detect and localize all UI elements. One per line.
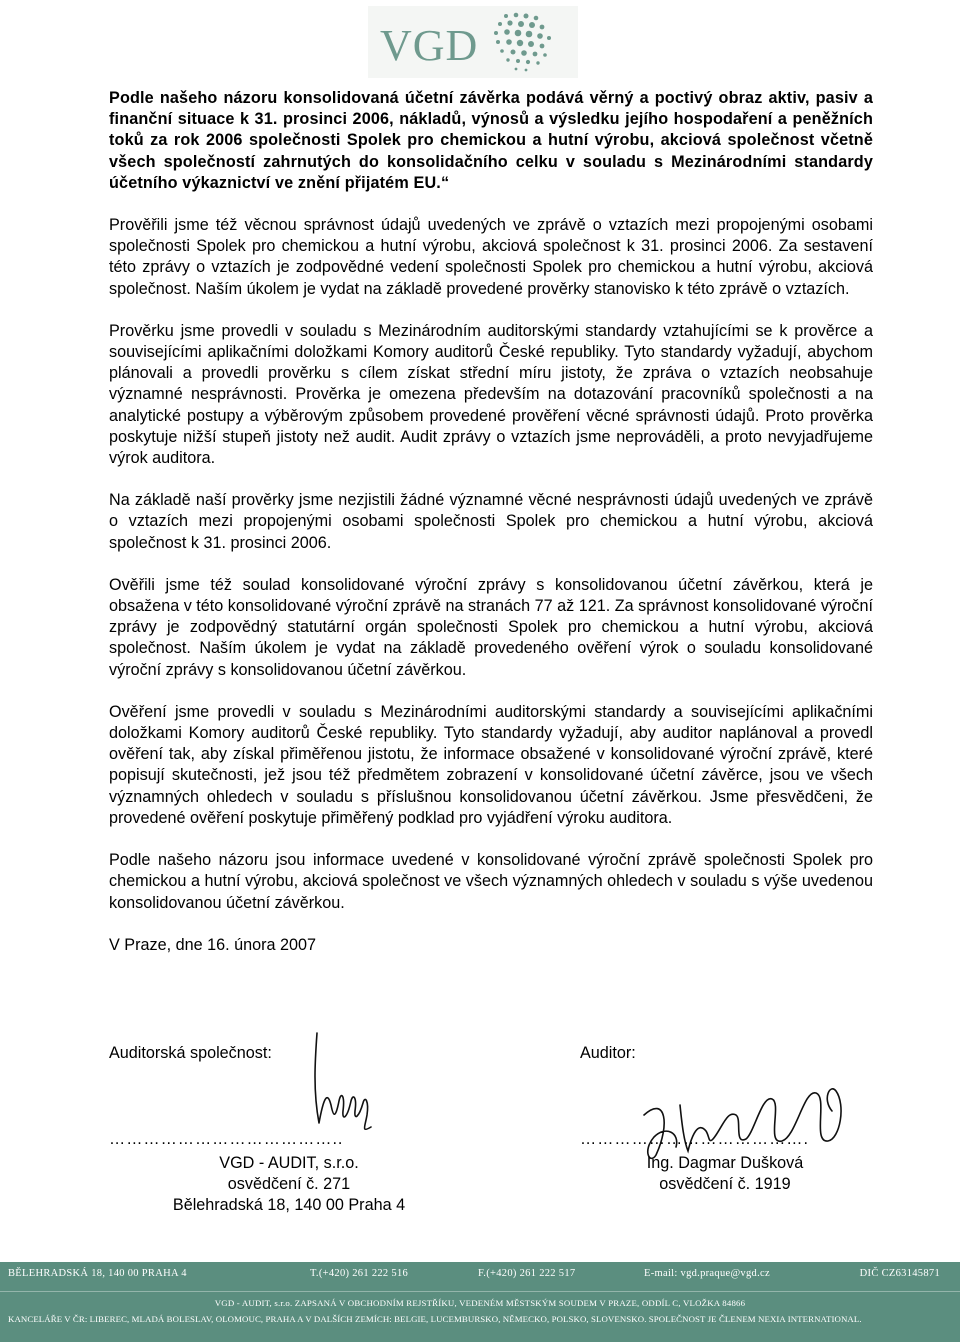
company-name: VGD - AUDIT, s.r.o. bbox=[219, 1154, 359, 1172]
footer-separator bbox=[0, 1291, 960, 1292]
logo-dots-icon bbox=[476, 10, 572, 74]
paragraph-verification-standards: Ověření jsme provedli v souladu s Mezinárodními auditorskými standardy a souvisejícími aplikačními doložkami Komory auditorů České republiky. Tyto standardy vyžadují, aby auditor naplánoval a provedl ověření tak, aby získal přiměřenou jistotu, že informace obsažené v konsolidované výroční zprávě, které popisují skutečnosti, jež jsou též předmětem zobrazení v konsolidované účetní závěrce, jsou ve všech významných ohledech v souladu s příslušnou konsolidovanou účetní závěrkou. Jsme přesvědčeni, že provedené ověření poskytuje přiměřený podklad pro vyjádření výroku auditora. bbox=[109, 702, 873, 827]
footer-address: BĚLEHRADSKÁ 18, 140 00 PRAHA 4 bbox=[8, 1268, 187, 1279]
footer-contact-row bbox=[8, 1268, 940, 1286]
footer-fax: F.(+420) 261 222 517 bbox=[478, 1268, 576, 1279]
paragraph-annual-report-consistency: Ověřili jsme též soulad konsolidované výroční zprávy s konsolidovanou účetní závěrkou, která je obsažena v této konsolidované výroční zprávě na stranách 77 až 121. Za správnost konsolidované výroční zprávy je zodpovědný statutární orgán společnosti Spolek pro chemickou a hutní výrobu, akciová společnost. Naším úkolem je vydat na základě provedeného ověření výrok o souladu konsolidované výroční zprávy s konsolidovanou účetní závěrkou. bbox=[109, 575, 873, 679]
paragraph-review-conclusion: Na základě naší prověrky jsme nezjistili žádné významné věcné nesprávnosti údajů uvedených ve zprávě o vztazích mezi propojenými osobami společnosti Spolek pro chemickou a hutní výrobu, akciová společnost k 31. prosinci 2006. bbox=[109, 491, 873, 552]
footer-vat-id: DIČ CZ63145871 bbox=[859, 1268, 940, 1279]
right-signature-block bbox=[580, 1043, 870, 1203]
footer-registry: VGD - AUDIT, s.r.o. ZAPSANÁ V OBCHODNÍM REJSTŘÍKU, VEDENÉM MĚSTSKÝM SOUDEM V PRAZE, ODDÍL C, VLOŽKA 84866 bbox=[214, 1298, 746, 1308]
auditor-name: Ing. Dagmar Dušková bbox=[646, 1154, 804, 1172]
opinion-paragraph: Podle našeho názoru konsolidovaná účetní závěrka podává věrný a poctivý obraz aktiv, pasiv a finanční situace k 31. prosinci 2006, nákladů, výnosů a výsledku jejího hospodaření a peněžních toků za rok 2006 společnosti Spolek pro chemickou a hutní výrobu, akciová společnost včetně všech společností zahrnutých do konsolidačního celku v souladu s Mezinárodními standardy účetního výkaznictví ve znění přijatém EU.“ bbox=[109, 89, 873, 192]
auditing-company-label: Auditorská společnost: bbox=[109, 1044, 272, 1062]
company-details bbox=[109, 1153, 469, 1217]
auditor-details bbox=[590, 1153, 860, 1195]
left-signature-block bbox=[109, 1043, 469, 1223]
footer-email[interactable]: E-mail: vgd.praque@vgd.cz bbox=[644, 1268, 770, 1279]
date-line: V Praze, dne 16. února 2007 bbox=[109, 935, 316, 954]
paragraph-review-scope: Prověrku jsme provedli v souladu s Mezinárodním auditorskými standardy vztahujícími se k prověrce a souvisejícími aplikačními doložkami Komory auditorů České republiky. Tyto standardy vyžadují, abychom plánovali a provedli prověrku s cílem získat střední míru jistoty, že zpráva o vztazích neobsahuje významné nesprávnosti. Prověrka je omezena především na dotazování pracovníků společnosti a na analytické postupy a výběrovým způsobem provedené prověření věcné správnosti údajů. Proto prověrka poskytuje nižší stupeň jistoty než audit. Audit zprávy o vztazích jsme neprováděli, a proto nevyjadřujeme výrok auditora. bbox=[109, 321, 873, 468]
footer-phone: T.(+420) 261 222 516 bbox=[310, 1268, 409, 1279]
footer-offices: KANCELÁŘE V ČR: LIBEREC, MLADÁ BOLESLAV, OLOMOUC, PRAHA A V DALŠÍCH ZEMÍCH: BELGIE, LUCEMBURSKO, NĚMECKO, POLSKO, SLOVENSKO. SPOLEČNOST JE ČLENEM NEXIA INTERNATIONAL. bbox=[8, 1314, 862, 1324]
paragraph-related-parties-review: Prověřili jsme též věcnou správnost údajů uvedených ve zprávě o vztazích mezi propojenými osobami společnosti Spolek pro chemickou a hutní výrobu, akciová společnost k 31. prosinci 2006. Za sestavení této zprávy o vztazích je zodpovědné vedení společnosti Spolek pro chemickou a hutní výrobu, akciová společnost. Naším úkolem je vydat na základě provedené prověrky stanovisko k této zprávě o vztazích. bbox=[109, 216, 873, 298]
logo-text: VGD bbox=[380, 21, 479, 70]
letterhead-footer bbox=[0, 1262, 960, 1342]
company-address: Bělehradská 18, 140 00 Praha 4 bbox=[172, 1196, 406, 1215]
left-signature-line: ………………………………….. bbox=[109, 1130, 344, 1148]
right-signature-line: …………………………………. bbox=[580, 1130, 809, 1148]
auditor-label: Auditor: bbox=[580, 1044, 636, 1062]
report-body bbox=[109, 88, 873, 956]
paragraph-annual-report-opinion: Podle našeho názoru jsou informace uvedené v konsolidované výroční zprávě společnosti Spolek pro chemickou a hutní výrobu, akciová společnost ve všech významných ohledech v souladu s výše uvedenou konsolidovanou účetní závěrkou. bbox=[109, 851, 873, 912]
auditor-certificate: osvědčení č. 1919 bbox=[659, 1175, 791, 1194]
vgd-logo bbox=[368, 6, 578, 78]
company-certificate: osvědčení č. 271 bbox=[227, 1175, 351, 1194]
